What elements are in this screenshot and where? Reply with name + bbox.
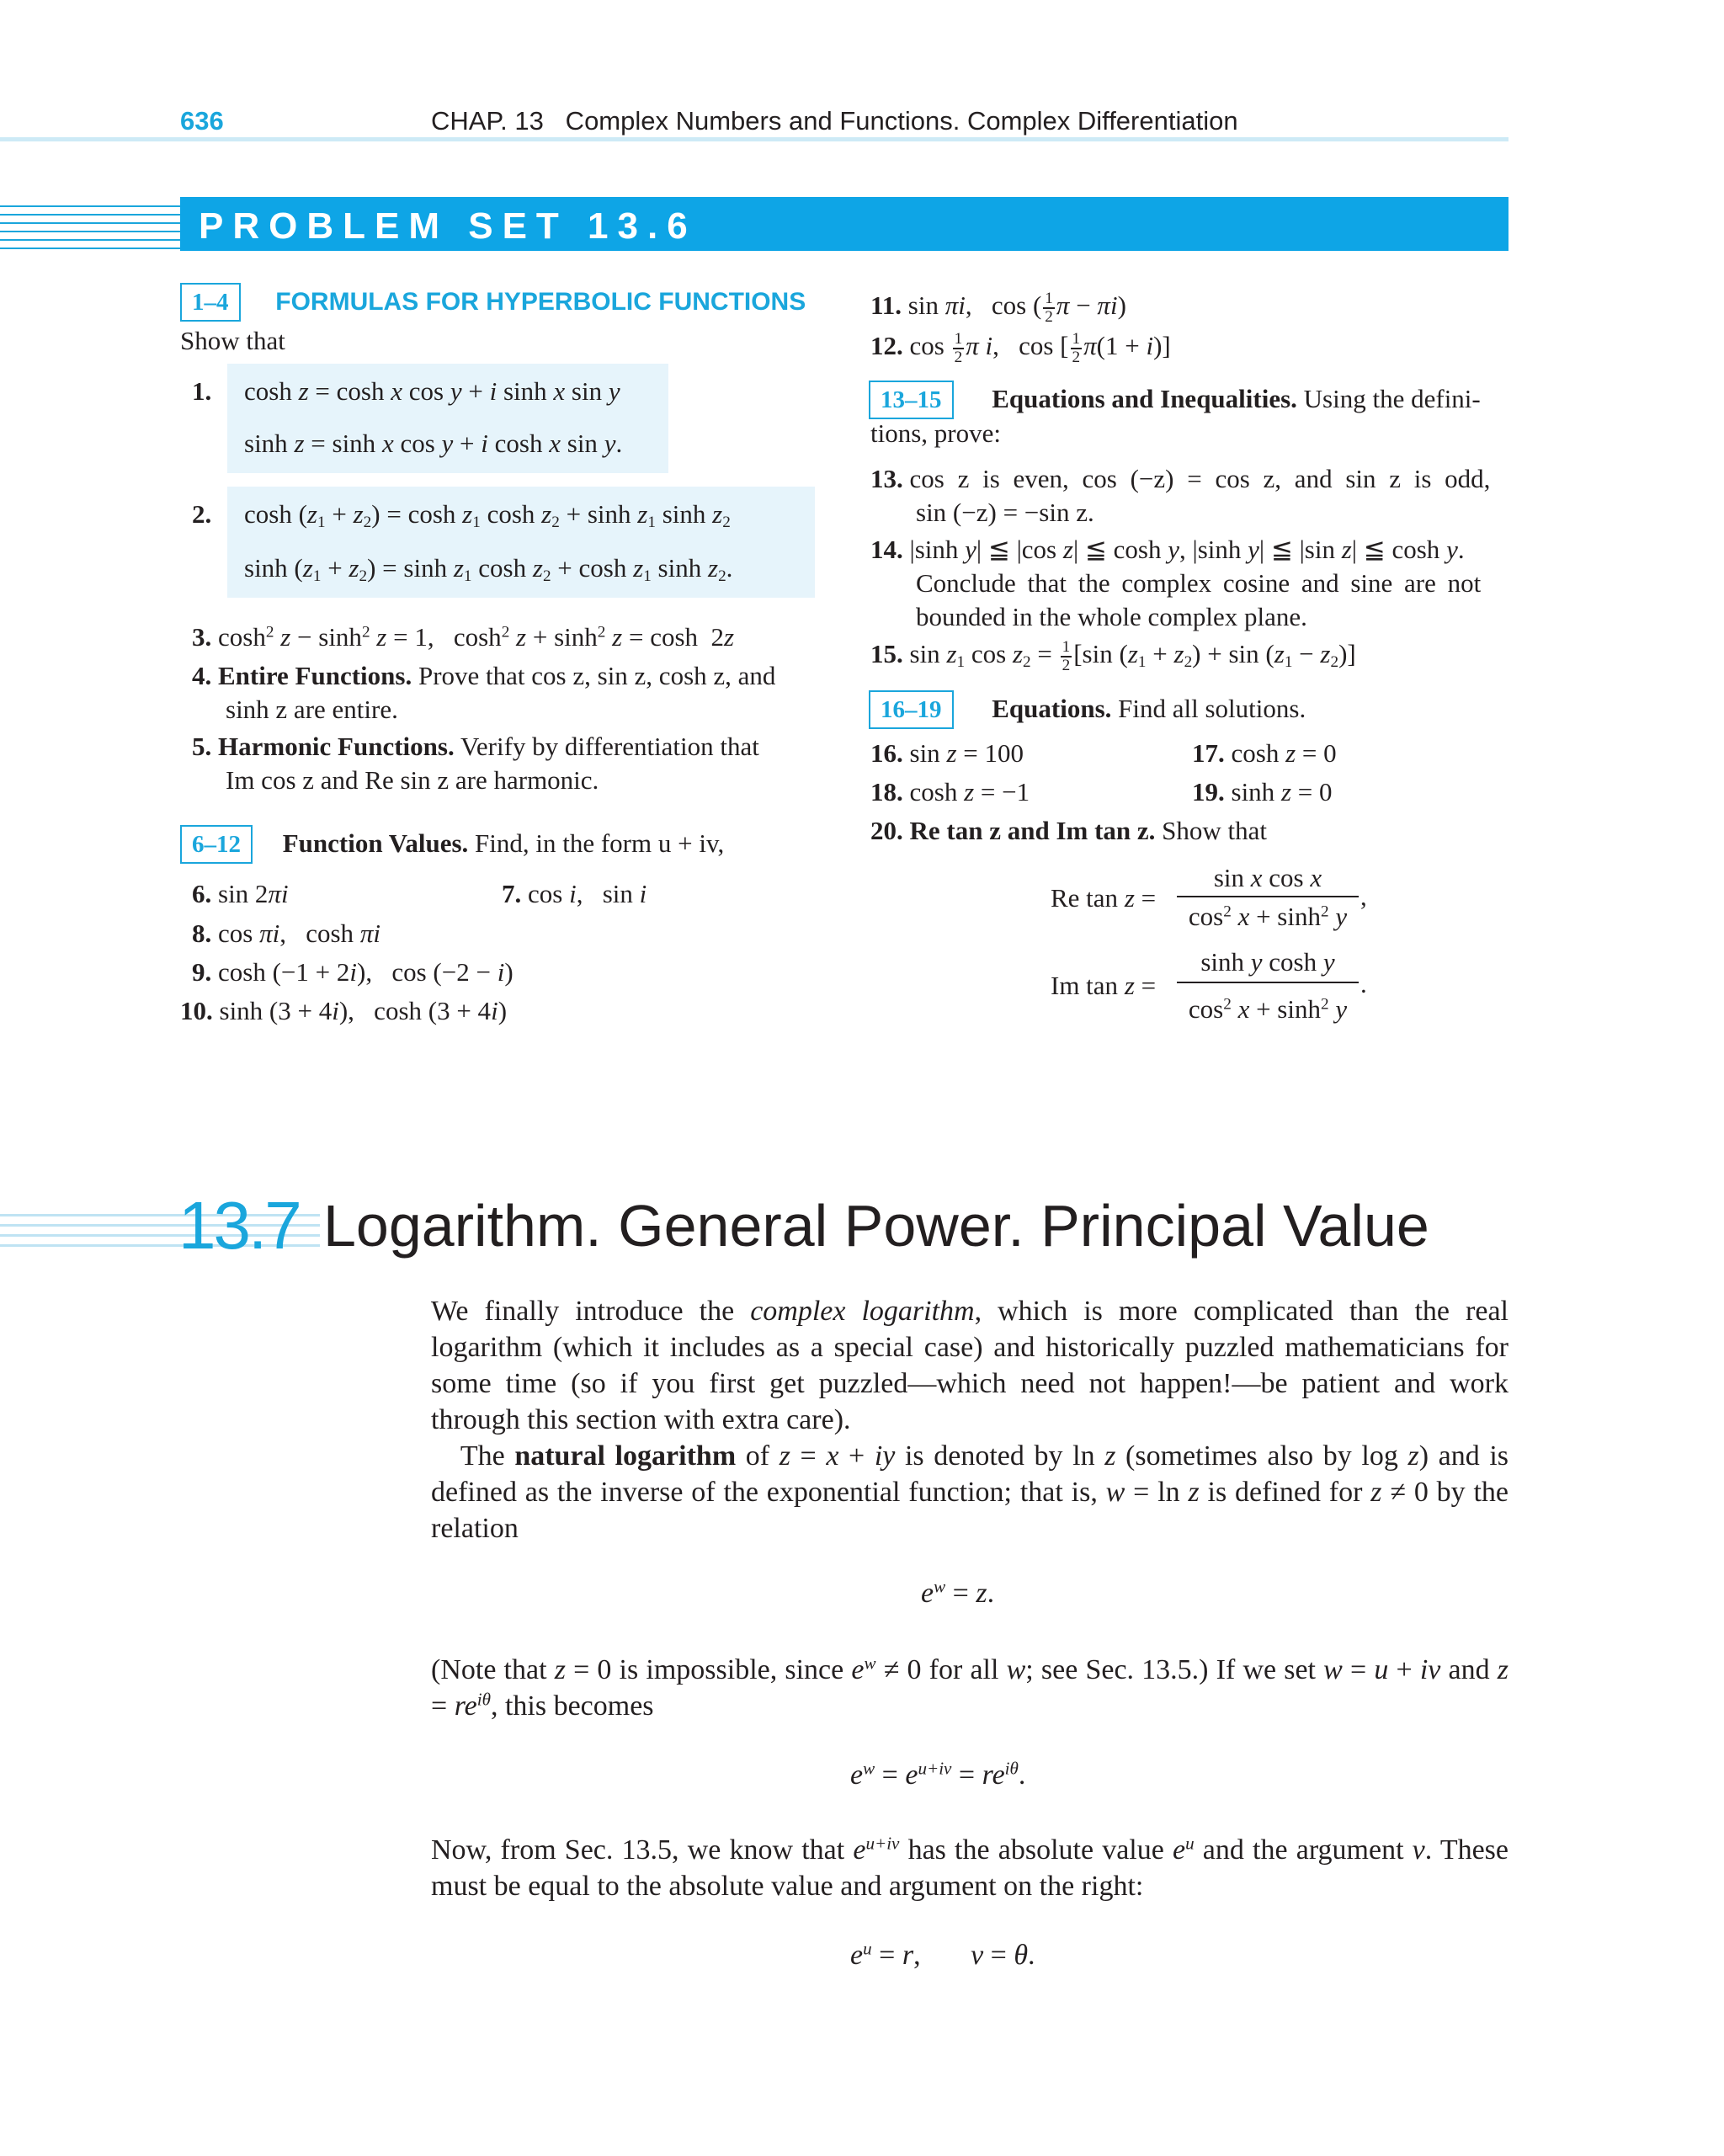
problem-12: 12. cos $\frac{1}{2}$ π i, cos [ $\frac{1}{2}$ π(1 + i)] [870, 329, 1171, 366]
p4-title: Entire Functions. [218, 661, 412, 690]
paragraph-4-end: These must be equal to the absolute value and argument on the right: [431, 1834, 1508, 1902]
p5-text1: Verify by differentiation that [460, 732, 759, 761]
problem-6: 6. sin 2πi [192, 879, 289, 908]
group-text: Find all solutions. [1118, 694, 1306, 723]
header-rule [0, 137, 1508, 141]
problem-10: 10. sinh (3 + 4i), cosh (3 + 4i) [180, 996, 508, 1025]
problem-2: 2. $\cosh (z_1 + z_2) = \cosh z_1$ $\cosh z_2 + \sinh z_1$ $\sinh z_2$ $\sinh (z_1 + z_2) = \sinh z_1$ $\cosh z_2 + \cosh z_1$ $\sinh z_2$. [192, 499, 733, 585]
problem-8: 8. cos πi, cosh πi [192, 918, 380, 948]
p5-text2: Im cos z and Re sin z are harmonic. [226, 765, 599, 795]
range-box: 13–15 [869, 381, 954, 419]
re-tan-label: Re tan z = [1051, 883, 1157, 913]
problem-14: 14. |sinh y| ≦ |cos z| ≦ cosh y, |sinh y| ≦ |sin z| ≦ cosh y. [870, 535, 1465, 564]
range-box: 1–4 [180, 283, 241, 322]
problem-20: 20. Re tan z and Im tan z. Show that [870, 816, 1268, 845]
problem-5 [192, 731, 759, 763]
p14-text2: Conclude that the complex cosine and sine are not [916, 568, 1482, 598]
range-box: 16–19 [869, 690, 954, 729]
problem-13: 13. cos z is even, cos (−z) = cos z, and sin z is odd, [870, 464, 1491, 493]
problem-3: 3. $\cosh^2 z - \sinh^2 z = 1$, $\cosh^2 z + \sinh^2 z = \cosh 2z$ [192, 622, 735, 652]
chapter-title: CHAP. 13 Complex Numbers and Functions. Complex Differentiation [431, 106, 1238, 136]
problem-1: 1. cosh z = cosh x cos y + i sinh x sin y sinh z = sinh x cos y + i cosh x sin y. [192, 376, 623, 458]
re-tan-numerator: sin x cos x [1213, 863, 1322, 892]
re-tan-denominator: $\cos^2 x + \sinh^2 y$ [1188, 902, 1348, 931]
p4-text1: Prove that cos z, sin z, cosh z, and [418, 661, 776, 690]
complex-logarithm-term: complex logarithm [750, 1296, 975, 1327]
problem-16: 16. sin z = 100 [870, 738, 1024, 768]
paragraph-3: (Note that z = 0 is impossible, since $e^w \ne 0$ for all w; see Sec. 13.5.) If we set w = u + iv and $z = re^{i\theta}$, this becomes [431, 1653, 1508, 1722]
group-intro: Show that [180, 326, 285, 355]
problem-15: 15. $\sin z_1$ $\cos z_2$ = $\frac{1}{2}$ [sin $(z_1 + z_2) + \sin (z_1 - z_2)$] [870, 637, 1356, 674]
p20-text: Show that [1162, 816, 1268, 845]
equation-2: $e^w = e^{u+iv} = re^{i\theta}$. [850, 1758, 1026, 1791]
comma: , [1360, 881, 1367, 911]
fraction-bar [1177, 896, 1359, 897]
paragraph-1: We finally introduce the complex logarithm, which is more complicated than the real logarithm (which it includes as a special case) and historically puzzled mathematicians for some time (so if you first get puzzled—which need not happen!—be patient and work through this section with extra care). [431, 1296, 1508, 1435]
group-13-15-heading [869, 381, 1481, 419]
problem-11: 11. sin πi, cos ( $\frac{1}{2}$ π − πi) [870, 289, 1126, 326]
p14-text3: bounded in the whole complex plane. [916, 602, 1307, 631]
group-title: Equations. [992, 694, 1112, 723]
fraction-bar [1177, 982, 1359, 983]
period: . [1360, 969, 1367, 998]
p3-suffix: = 1, [393, 622, 434, 652]
p13-text2: sin (−z) = −sin z. [916, 498, 1094, 527]
problem-set-banner [180, 197, 1508, 251]
group-title: Equations and Inequalities. [992, 384, 1297, 413]
group-title: FORMULAS FOR HYPERBOLIC FUNCTIONS [275, 288, 806, 316]
im-tan-label: Im tan z = [1051, 971, 1157, 1000]
problem-17: 17. cosh z = 0 [1192, 738, 1337, 768]
group-text: Using the defini- [1303, 384, 1481, 413]
p4-num: 4. [192, 661, 212, 690]
problem-18: 18. cosh z = −1 [870, 777, 1030, 807]
problem-19: 19. sinh z = 0 [1192, 777, 1333, 807]
group-text: Find, in the form u + iv, [475, 828, 725, 858]
section-title: Logarithm. General Power. Principal Value [323, 1193, 1429, 1259]
p4-text2: sinh z are entire. [226, 695, 398, 724]
problem-4 [192, 660, 775, 692]
p5-num: 5. [192, 732, 212, 761]
section-number: 13.7 [178, 1188, 300, 1263]
group-16-19-heading [869, 690, 1306, 729]
equation-1: $e^w = z$. [921, 1576, 995, 1609]
group-6-12-heading [180, 825, 724, 864]
running-header [180, 103, 1508, 141]
p20-title: Re tan z and Im tan z. [909, 816, 1156, 845]
paragraph-4: Now, from Sec. 13.5, we know that $e^{u+iv}$ has the absolute value $e^u$ and the argument v. These must be equal to the absolute value and argument on the right: [431, 1833, 1508, 1902]
p13-text1: cos z is even, cos (−z) = cos z, and sin z is odd, [909, 464, 1491, 493]
range-box: 6–12 [180, 825, 253, 864]
paragraph-2: The natural logarithm of z = x + iy is denoted by ln z (sometimes also by log z) and is defined as the inverse of the exponential function; that is, w = ln z is defined for z ≠ 0 by the relation [431, 1440, 1509, 1544]
p5-title: Harmonic Functions. [218, 732, 455, 761]
group-text-2: tions, prove: [870, 418, 1001, 448]
problem-9: 9. cosh (−1 + 2i), cos (−2 − i) [192, 957, 513, 987]
problem-7: 7. cos i, sin i [502, 879, 647, 908]
problem-set-title: PROBLEM SET 13.6 [199, 205, 697, 247]
group-1-4-heading [180, 283, 806, 322]
equation-3: $e^u = r$, v = θ. [850, 1938, 1035, 1971]
natural-logarithm-term: natural logarithm [514, 1440, 737, 1472]
page-number: 636 [180, 106, 224, 136]
im-tan-denominator: $\cos^2 x + \sinh^2 y$ [1188, 994, 1348, 1024]
group-title: Function Values. [282, 828, 469, 858]
im-tan-numerator: sinh y cosh y [1200, 947, 1335, 977]
